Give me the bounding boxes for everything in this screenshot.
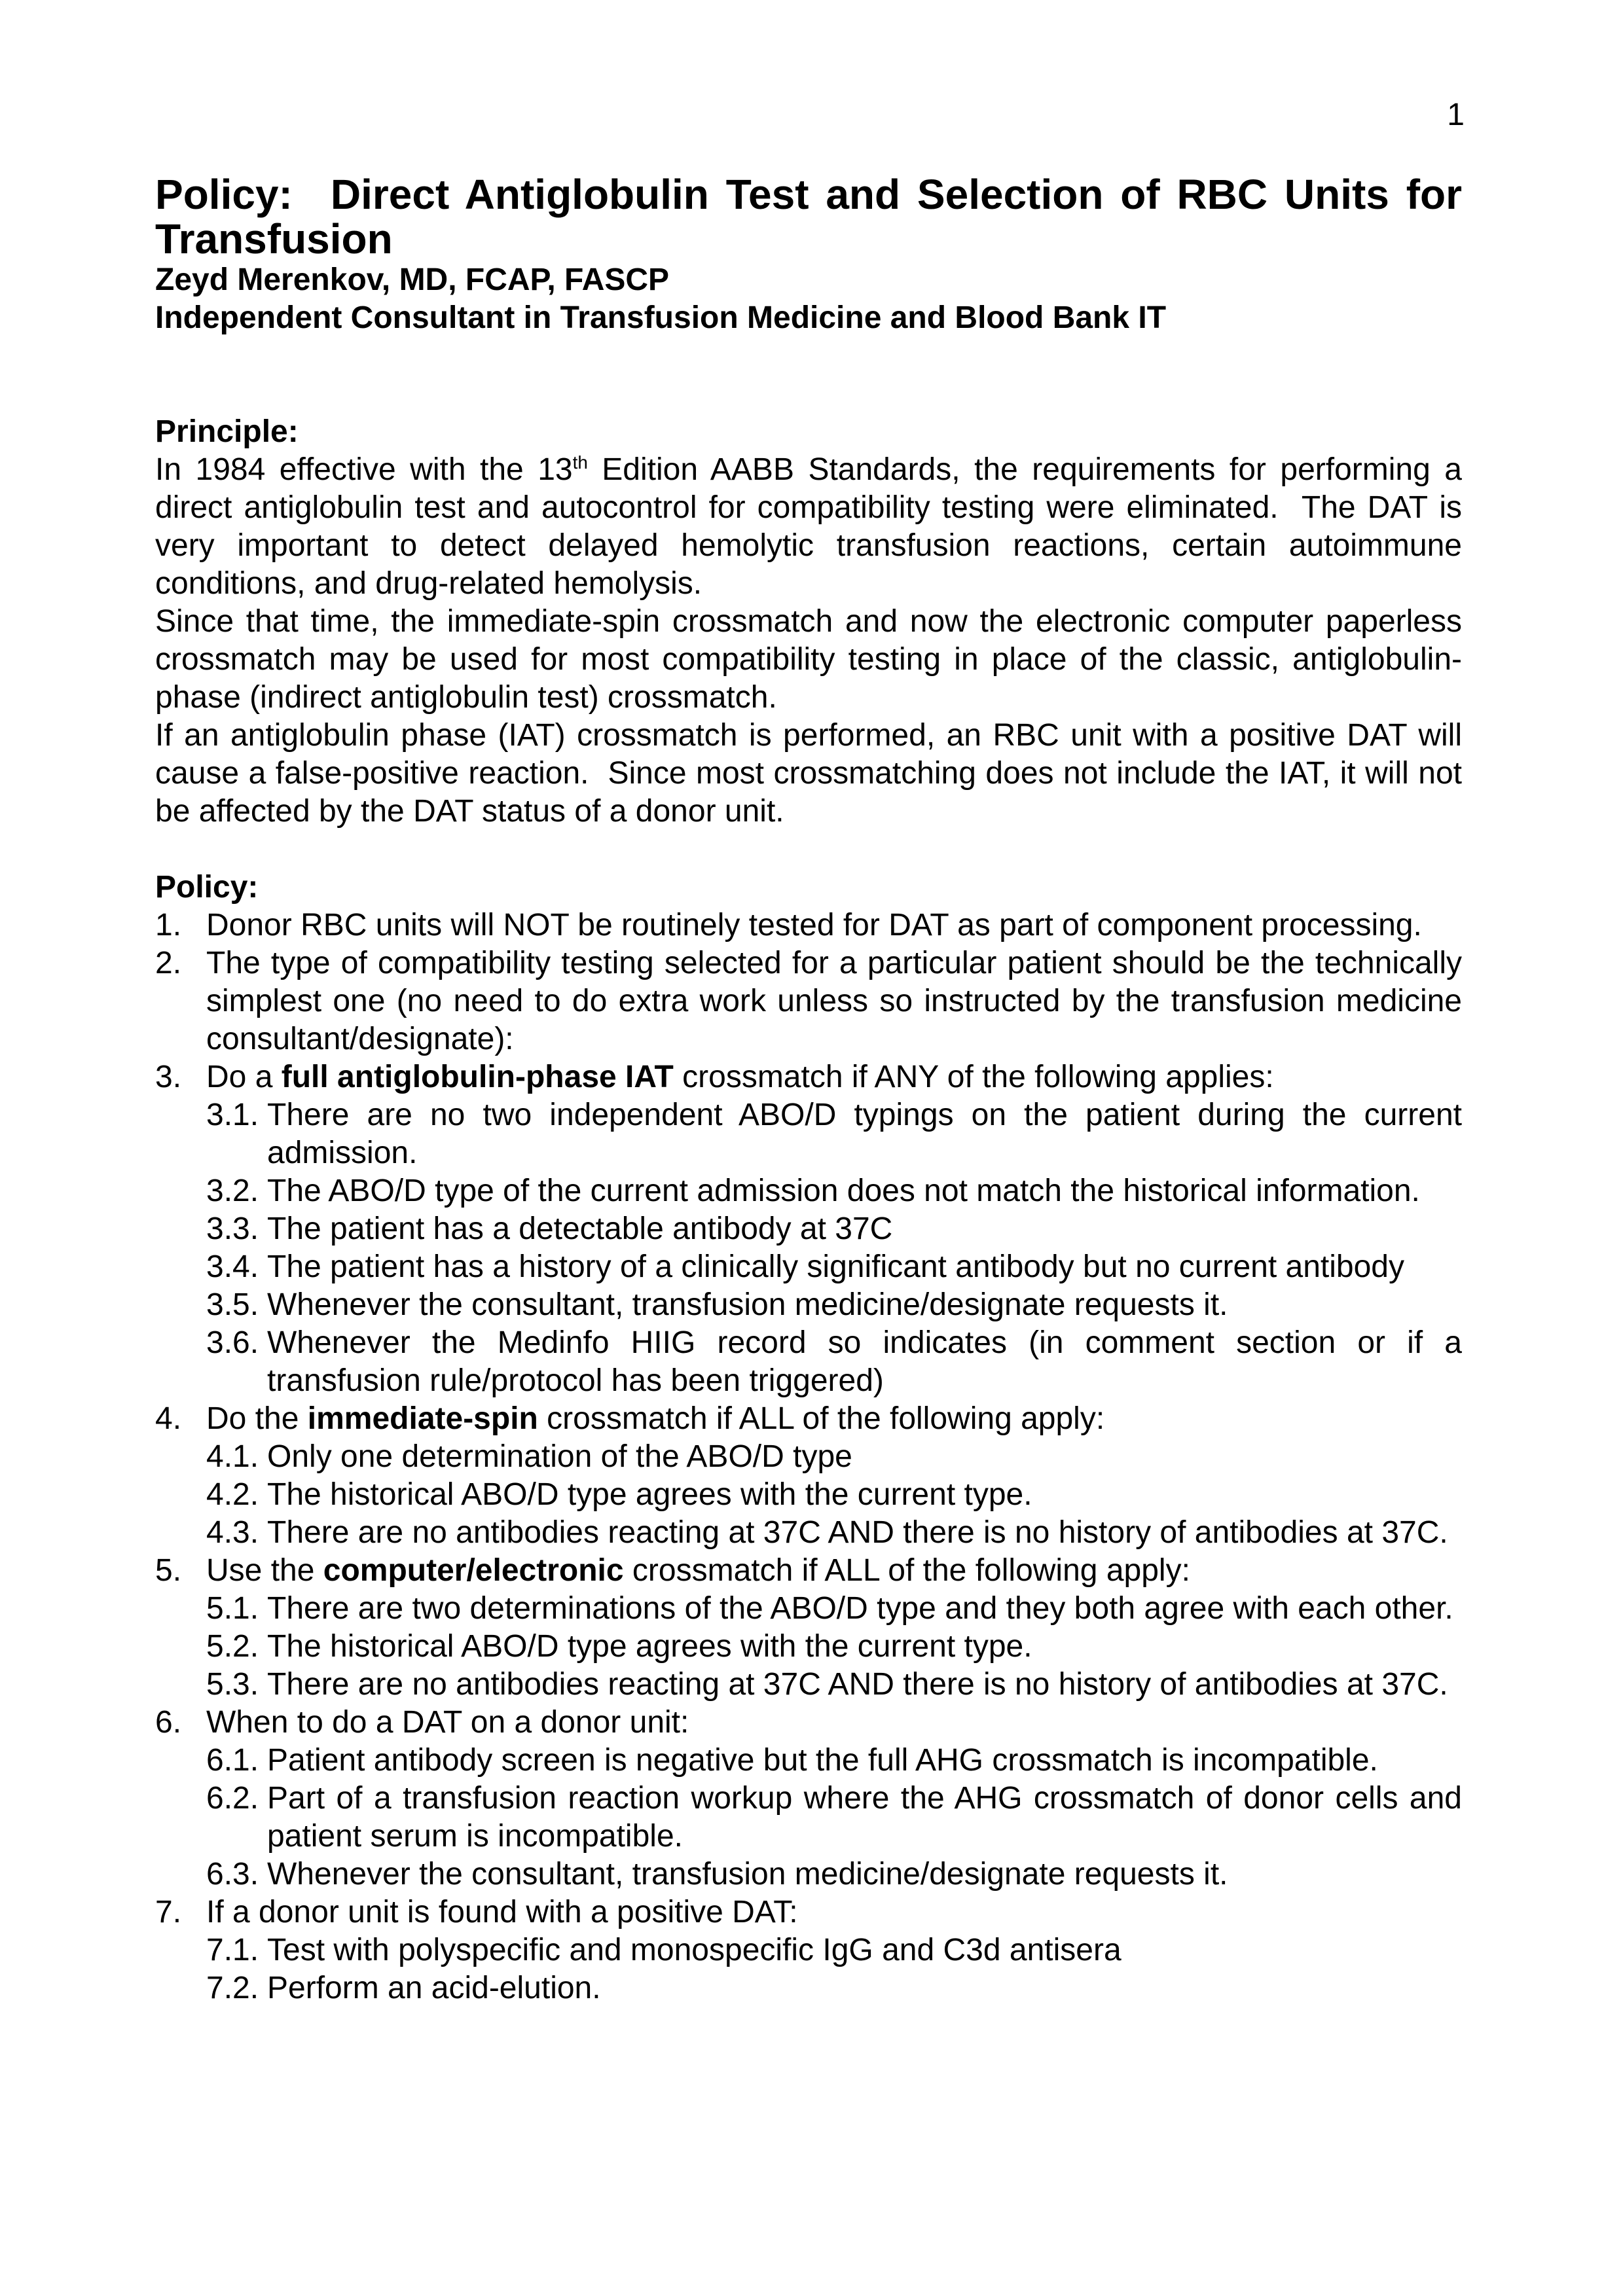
- item-text: crossmatch if ANY of the following applies:: [673, 1060, 1274, 1094]
- item-text: The patient has a history of a clinically significant antibody but no current antibody: [267, 1249, 1404, 1284]
- title-prefix: Policy:: [155, 171, 293, 218]
- item-text: There are no antibodies reacting at 37C AND there is no history of antibodies at 37C.: [267, 1515, 1448, 1550]
- document-title: [155, 172, 1462, 261]
- item-number: 1.: [155, 908, 182, 942]
- item-number: 5.2.: [206, 1629, 259, 1664]
- item-text: Perform an acid-elution.: [267, 1971, 601, 2005]
- policy-item-1: [155, 906, 1462, 944]
- item-number: 3.: [155, 1060, 182, 1094]
- item-text: The ABO/D type of the current admission does not match the historical information.: [267, 1174, 1420, 1208]
- item-number: 5.1.: [206, 1591, 259, 1626]
- item-text: Test with polyspecific and monospecific IgG and C3d antisera: [267, 1933, 1122, 1967]
- item-number: 4.2.: [206, 1477, 259, 1512]
- policy-item-3-5: [155, 1286, 1462, 1324]
- item-text: The type of compatibility testing selected for a particular patient should be the technically simplest one (no need to do extra work unless so instructed by the transfusion medicine consultant/designate):: [206, 946, 1462, 1056]
- policy-item-4-1: [155, 1438, 1462, 1476]
- item-text: The historical ABO/D type agrees with the current type.: [267, 1477, 1032, 1512]
- item-number: 7.: [155, 1895, 182, 1929]
- title-rest: Direct Antiglobulin Test and Selection of RBC Units for Transfusion: [155, 171, 1462, 262]
- item-text: Do a: [206, 1060, 282, 1094]
- item-number: 7.2.: [206, 1971, 259, 2005]
- item-text: Whenever the consultant, transfusion medicine/designate requests it.: [267, 1287, 1228, 1322]
- item-number: 2.: [155, 946, 182, 980]
- item-text: Whenever the Medinfo HIIG record so indicates (in comment section or if a transfusion rule/protocol has been triggered): [267, 1325, 1462, 1398]
- policy-item-7-1: [155, 1931, 1462, 1969]
- item-text-bold: immediate-spin: [307, 1401, 538, 1436]
- principle-paragraph-3: If an antiglobulin phase (IAT) crossmatch is performed, an RBC unit with a positive DAT will cause a false-positive reaction. Since most crossmatching does not include the IAT, it will not be affected by the DAT status of a donor unit.: [155, 718, 1462, 829]
- principle-paragraph-2: Since that time, the immediate-spin crossmatch and now the electronic computer paperless crossmatch may be used for most compatibility testing in place of the classic, antiglobulin-phase (indirect antiglobulin test) crossmatch.: [155, 604, 1462, 715]
- item-text: When to do a DAT on a donor unit:: [206, 1705, 689, 1740]
- item-text: Patient antibody screen is negative but the full AHG crossmatch is incompatible.: [267, 1743, 1378, 1778]
- policy-item-6-3: [155, 1856, 1462, 1893]
- item-text: Use the: [206, 1553, 323, 1588]
- item-number: 3.4.: [206, 1249, 259, 1284]
- item-text: Part of a transfusion reaction workup where the AHG crossmatch of donor cells and patient serum is incompatible.: [267, 1781, 1462, 1854]
- item-number: 5.: [155, 1553, 182, 1588]
- item-text: Donor RBC units will NOT be routinely tested for DAT as part of component processing.: [206, 908, 1422, 942]
- document-content: [155, 0, 1462, 2007]
- policy-item-5: [155, 1552, 1462, 1590]
- item-text: There are no antibodies reacting at 37C AND there is no history of antibodies at 37C.: [267, 1667, 1448, 1702]
- item-text: The patient has a detectable antibody at 37C: [267, 1211, 893, 1246]
- item-number: 3.6.: [206, 1325, 259, 1360]
- item-text: The historical ABO/D type agrees with the current type.: [267, 1629, 1032, 1664]
- item-text: Whenever the consultant, transfusion medicine/designate requests it.: [267, 1857, 1228, 1892]
- policy-heading: Policy:: [155, 870, 259, 905]
- item-text: There are no two independent ABO/D typings on the patient during the current admission.: [267, 1098, 1462, 1170]
- item-number: 6.3.: [206, 1857, 259, 1892]
- author-role-line: Independent Consultant in Transfusion Medicine and Blood Bank IT: [155, 300, 1167, 335]
- policy-item-6: [155, 1704, 1462, 1742]
- policy-item-4-3: [155, 1514, 1462, 1552]
- item-text: Do the: [206, 1401, 308, 1436]
- paragraph-text: Edition AABB Standards, the requirements for performing a direct antiglobulin test and autocontrol for compatibility testing were eliminated. The DAT is very important to detect delayed hemolytic transfusion reactions, certain autoimmune conditions, and drug-related hemolysis.: [155, 452, 1462, 601]
- policy-item-3-2: [155, 1172, 1462, 1210]
- item-number: 7.1.: [206, 1933, 259, 1967]
- item-number: 3.5.: [206, 1287, 259, 1322]
- item-number: 3.3.: [206, 1211, 259, 1246]
- item-number: 4.: [155, 1401, 182, 1436]
- item-number: 4.3.: [206, 1515, 259, 1550]
- item-text-bold: full antiglobulin-phase IAT: [281, 1060, 674, 1094]
- item-text: crossmatch if ALL of the following apply:: [538, 1401, 1105, 1436]
- item-number: 4.1.: [206, 1439, 259, 1474]
- item-text: crossmatch if ALL of the following apply:: [623, 1553, 1190, 1588]
- policy-item-4: [155, 1400, 1462, 1438]
- policy-item-5-1: [155, 1590, 1462, 1628]
- item-number: 6.: [155, 1705, 182, 1740]
- policy-item-5-2: [155, 1628, 1462, 1666]
- policy-item-7: [155, 1893, 1462, 1931]
- policy-item-7-2: [155, 1969, 1462, 2007]
- item-text-bold: computer/electronic: [323, 1553, 624, 1588]
- paragraph-text: In 1984 effective with the 13: [155, 452, 573, 487]
- policy-item-6-2: [155, 1780, 1462, 1856]
- policy-item-2: [155, 944, 1462, 1058]
- policy-item-3: [155, 1058, 1462, 1096]
- item-text: If a donor unit is found with a positive DAT:: [206, 1895, 798, 1929]
- item-text: There are two determinations of the ABO/D type and they both agree with each other.: [267, 1591, 1453, 1626]
- item-number: 6.1.: [206, 1743, 259, 1778]
- item-number: 3.2.: [206, 1174, 259, 1208]
- policy-item-5-3: [155, 1666, 1462, 1704]
- policy-item-3-6: [155, 1324, 1462, 1400]
- policy-item-3-4: [155, 1248, 1462, 1286]
- policy-item-3-3: [155, 1210, 1462, 1248]
- item-number: 3.1.: [206, 1098, 259, 1132]
- item-number: 6.2.: [206, 1781, 259, 1816]
- policy-item-6-1: [155, 1742, 1462, 1780]
- principle-paragraph-1: [155, 451, 1462, 603]
- policy-item-4-2: [155, 1476, 1462, 1514]
- superscript-th: th: [572, 452, 588, 473]
- item-text: Only one determination of the ABO/D type: [267, 1439, 852, 1474]
- page-number: 1: [1447, 98, 1465, 132]
- principle-heading: Principle:: [155, 414, 299, 449]
- author-line: Zeyd Merenkov, MD, FCAP, FASCP: [155, 262, 670, 297]
- item-number: 5.3.: [206, 1667, 259, 1702]
- policy-item-3-1: [155, 1096, 1462, 1172]
